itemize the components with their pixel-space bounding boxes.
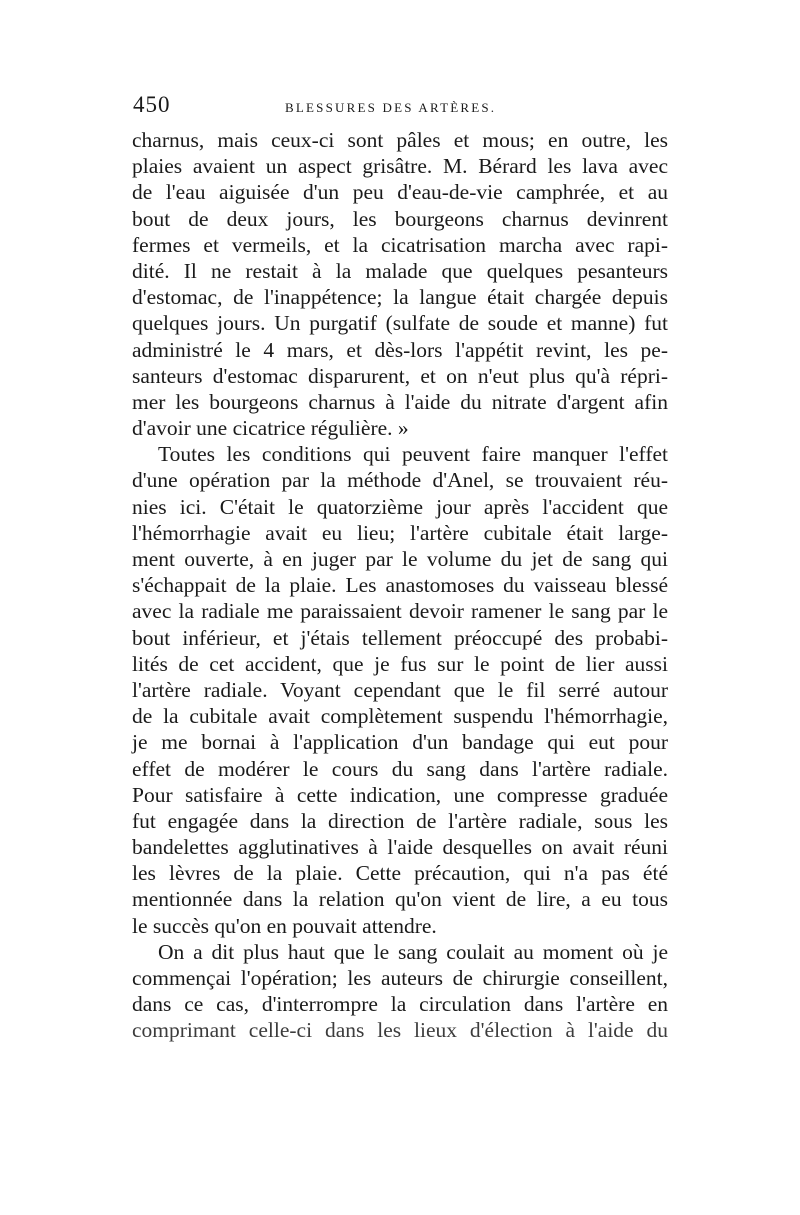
text-line: mer les bourgeons charnus à l'aide du nitrate d'argent afin	[132, 389, 668, 414]
running-head: BLESSURES DES ARTÈRES.	[285, 100, 497, 115]
page-header	[133, 92, 673, 122]
text-line: bout inférieur, et j'étais tellement préoccupé des probabi-	[132, 625, 668, 650]
body-text	[132, 127, 668, 1044]
text-line: s'échappait de la plaie. Les anastomoses du vaisseau blessé	[132, 573, 668, 598]
text-line: lités de cet accident, que je fus sur le point de lier aussi	[132, 651, 668, 676]
text-line: je me bornai à l'application d'un bandage qui eut pour	[132, 730, 668, 755]
text-line: l'hémorrhagie avait eu lieu; l'artère cubitale était large-	[132, 520, 668, 545]
text-line: plaies avaient un aspect grisâtre. M. Bérard les lava avec	[132, 154, 668, 179]
text-line: fut engagée dans la direction de l'artère radiale, sous les	[132, 808, 668, 833]
text-line: d'estomac, de l'inappétence; la langue était chargée depuis	[132, 285, 668, 310]
text-line: effet de modérer le cours du sang dans l'artère radiale.	[132, 756, 668, 781]
page-number: 450	[133, 92, 171, 117]
text-line: bandelettes agglutinatives à l'aide desquelles on avait réuni	[132, 835, 668, 860]
text-line: santeurs d'estomac disparurent, et on n'eut plus qu'à répri-	[132, 363, 668, 388]
text-line: nies ici. C'était le quatorzième jour après l'accident que	[132, 494, 668, 519]
text-line: comprimant celle-ci dans les lieux d'élection à l'aide du	[132, 1018, 668, 1043]
text-line: de l'eau aiguisée d'un peu d'eau-de-vie camphrée, et au	[132, 180, 668, 205]
text-line: de la cubitale avait complètement suspendu l'hémorrhagie,	[132, 704, 668, 729]
text-line: l'artère radiale. Voyant cependant que le fil serré autour	[132, 677, 668, 702]
text-line: quelques jours. Un purgatif (sulfate de soude et manne) fut	[132, 311, 668, 336]
text-line: Toutes les conditions qui peuvent faire manquer l'effet	[158, 442, 668, 467]
text-line: d'avoir une cicatrice régulière. »	[132, 416, 409, 441]
text-line: mentionnée dans la relation qu'on vient de lire, a eu tous	[132, 887, 668, 912]
text-line: bout de deux jours, les bourgeons charnus devinrent	[132, 206, 668, 231]
text-line: charnus, mais ceux-ci sont pâles et mous; en outre, les	[132, 128, 668, 152]
text-line: On a dit plus haut que le sang coulait au moment où je	[158, 939, 668, 964]
text-line: dité. Il ne restait à la malade que quelques pesanteurs	[132, 258, 668, 283]
text-line: avec la radiale me paraissaient devoir ramener le sang par le	[132, 599, 668, 624]
text-line: le succès qu'on en pouvait attendre.	[132, 913, 437, 938]
text-line: les lèvres de la plaie. Cette précaution, qui n'a pas été	[132, 861, 668, 886]
text-line: ment ouverte, à en juger par le volume du jet de sang qui	[132, 547, 668, 571]
text-line: fermes et vermeils, et la cicatrisation marcha avec rapi-	[132, 232, 668, 257]
text-line: dans ce cas, d'interrompre la circulation dans l'artère en	[132, 992, 668, 1017]
text-line: administré le 4 mars, et dès-lors l'appétit revint, les pe-	[132, 337, 668, 362]
text-line: Pour satisfaire à cette indication, une compresse graduée	[132, 782, 668, 807]
text-line: commençai l'opération; les auteurs de chirurgie conseillent,	[132, 966, 668, 990]
text-line: d'une opération par la méthode d'Anel, se trouvaient réu-	[132, 468, 668, 493]
